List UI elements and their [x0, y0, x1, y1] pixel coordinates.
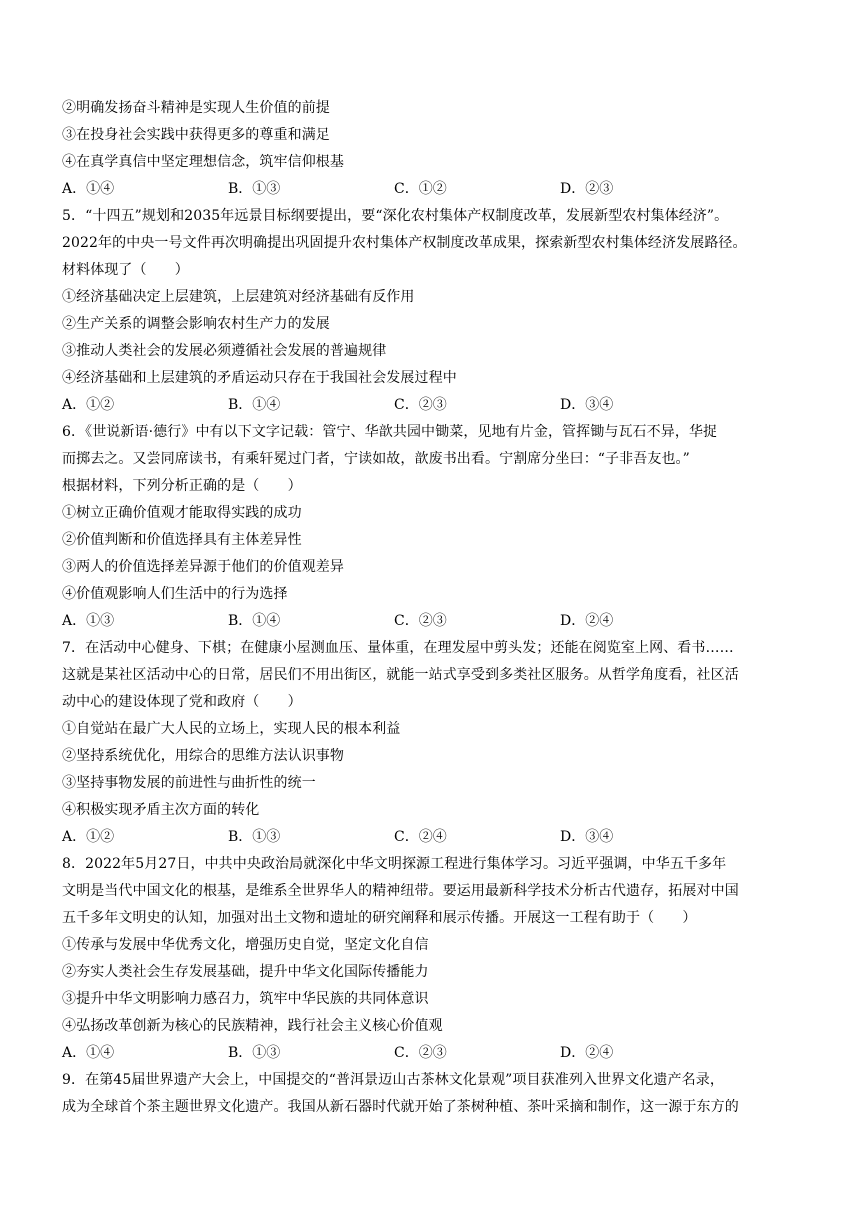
- answer-options: [62, 1040, 802, 1067]
- question-stem: 而掷去之。又尝同席读书，有乘轩冕过门者，宁读如故，歆废书出看。宁割席分坐曰：“子非吾友也。”: [62, 451, 690, 467]
- option-d: D．②④: [560, 613, 614, 629]
- option-c: C．②③: [394, 397, 447, 413]
- option-b: B．①④: [228, 397, 281, 413]
- option-a: A．①③: [62, 613, 115, 629]
- question-stem: 8．2022年5月27日，中共中央政治局就深化中华文明探源工程进行集体学习。习近平强调，中华五千多年: [62, 856, 727, 872]
- option-c: C．①②: [394, 181, 447, 197]
- question-5: [62, 203, 802, 419]
- statement: ②夯实人类社会生存发展基础，提升中华文化国际传播能力: [62, 964, 429, 980]
- statement: ②生产关系的调整会影响农村生产力的发展: [62, 316, 330, 332]
- answer-options: [62, 392, 802, 419]
- question-stem: 文明是当代中国文化的根基，是维系全世界华人的精神纽带。要运用最新科学技术分析古代遗存，拓展对中国: [62, 883, 739, 899]
- option-c: C．②③: [394, 1045, 447, 1061]
- question-stem: 6．《世说新语·德行》中有以下文字记载：管宁、华歆共园中锄菜，见地有片金，管挥锄与瓦石不异，华捉: [62, 424, 718, 440]
- statement: ④在真学真信中坚定理想信念，筑牢信仰根基: [62, 154, 344, 170]
- statement: ①自觉站在最广大人民的立场上，实现人民的根本利益: [62, 721, 401, 737]
- question-stem: 成为全球首个茶主题世界文化遗产。我国从新石器时代就开始了茶树种植、茶叶采摘和制作，这一源于东方的: [62, 1099, 739, 1115]
- question-stem: 根据材料，下列分析正确的是（ ）: [62, 478, 302, 494]
- statement: ①传承与发展中华优秀文化，增强历史自觉，坚定文化自信: [62, 937, 429, 953]
- question-stem: 动中心的建设体现了党和政府（ ）: [62, 694, 302, 710]
- option-d: D．②③: [560, 181, 614, 197]
- question-stem: 5．“十四五”规划和2035年远景目标纲要提出，要“深化农村集体产权制度改革，发展新型农村集体经济”。: [62, 208, 729, 224]
- statement: ④经济基础和上层建筑的矛盾运动只存在于我国社会发展过程中: [62, 370, 457, 386]
- question-stem: 这就是某社区活动中心的日常，居民们不用出街区，就能一站式享受到多类社区服务。从哲学角度看，社区活: [62, 667, 739, 683]
- question-8: [62, 851, 802, 1067]
- statement: ②坚持系统优化，用综合的思维方法认识事物: [62, 748, 344, 764]
- option-b: B．①③: [228, 829, 281, 845]
- statement: ③推动人类社会的发展必须遵循社会发展的普遍规律: [62, 343, 387, 359]
- question-9: [62, 1067, 802, 1121]
- statement: ④价值观影响人们生活中的行为选择: [62, 586, 288, 602]
- option-d: D．③④: [560, 397, 614, 413]
- question-6: [62, 419, 802, 635]
- question-stem: 材料体现了（ ）: [62, 262, 189, 278]
- answer-options: [62, 824, 802, 851]
- question-7: [62, 635, 802, 851]
- exam-page: [62, 95, 802, 1121]
- option-a: A．①②: [62, 397, 115, 413]
- question-stem: 五千多年文明史的认知，加强对出土文物和遗址的研究阐释和展示传播。开展这一工程有助于（ ）: [62, 910, 697, 926]
- option-c: C．②③: [394, 613, 447, 629]
- question-4-tail: [62, 95, 802, 203]
- statement: ④弘扬改革创新为核心的民族精神，践行社会主义核心价值观: [62, 1018, 443, 1034]
- option-a: A．①④: [62, 181, 115, 197]
- answer-options: [62, 176, 802, 203]
- option-a: A．①②: [62, 829, 115, 845]
- option-b: B．①③: [228, 181, 281, 197]
- option-a: A．①④: [62, 1045, 115, 1061]
- question-stem: 9．在第45届世界遗产大会上，中国提交的“普洱景迈山古茶林文化景观”项目获准列入世界文化遗产名录，: [62, 1072, 724, 1088]
- option-d: D．②④: [560, 1045, 614, 1061]
- statement: ①经济基础决定上层建筑，上层建筑对经济基础有反作用: [62, 289, 415, 305]
- statement: ①树立正确价值观才能取得实践的成功: [62, 505, 302, 521]
- statement: ②明确发扬奋斗精神是实现人生价值的前提: [62, 100, 330, 116]
- statement: ③坚持事物发展的前进性与曲折性的统一: [62, 775, 316, 791]
- option-c: C．②④: [394, 829, 447, 845]
- statement: ②价值判断和价值选择具有主体差异性: [62, 532, 302, 548]
- question-stem: 7．在活动中心健身、下棋；在健康小屋测血压、量体重，在理发屋中剪头发；还能在阅览室上网、看书……: [62, 640, 734, 656]
- option-d: D．③④: [560, 829, 614, 845]
- statement: ④积极实现矛盾主次方面的转化: [62, 802, 260, 818]
- option-b: B．①④: [228, 613, 281, 629]
- statement: ③两人的价值选择差异源于他们的价值观差异: [62, 559, 344, 575]
- option-b: B．①③: [228, 1045, 281, 1061]
- answer-options: [62, 608, 802, 635]
- question-stem: 2022年的中央一号文件再次明确提出巩固提升农村集体产权制度改革成果，探索新型农村集体经济发展路径。: [62, 235, 747, 251]
- statement: ③提升中华文明影响力感召力，筑牢中华民族的共同体意识: [62, 991, 429, 1007]
- statement: ③在投身社会实践中获得更多的尊重和满足: [62, 127, 330, 143]
